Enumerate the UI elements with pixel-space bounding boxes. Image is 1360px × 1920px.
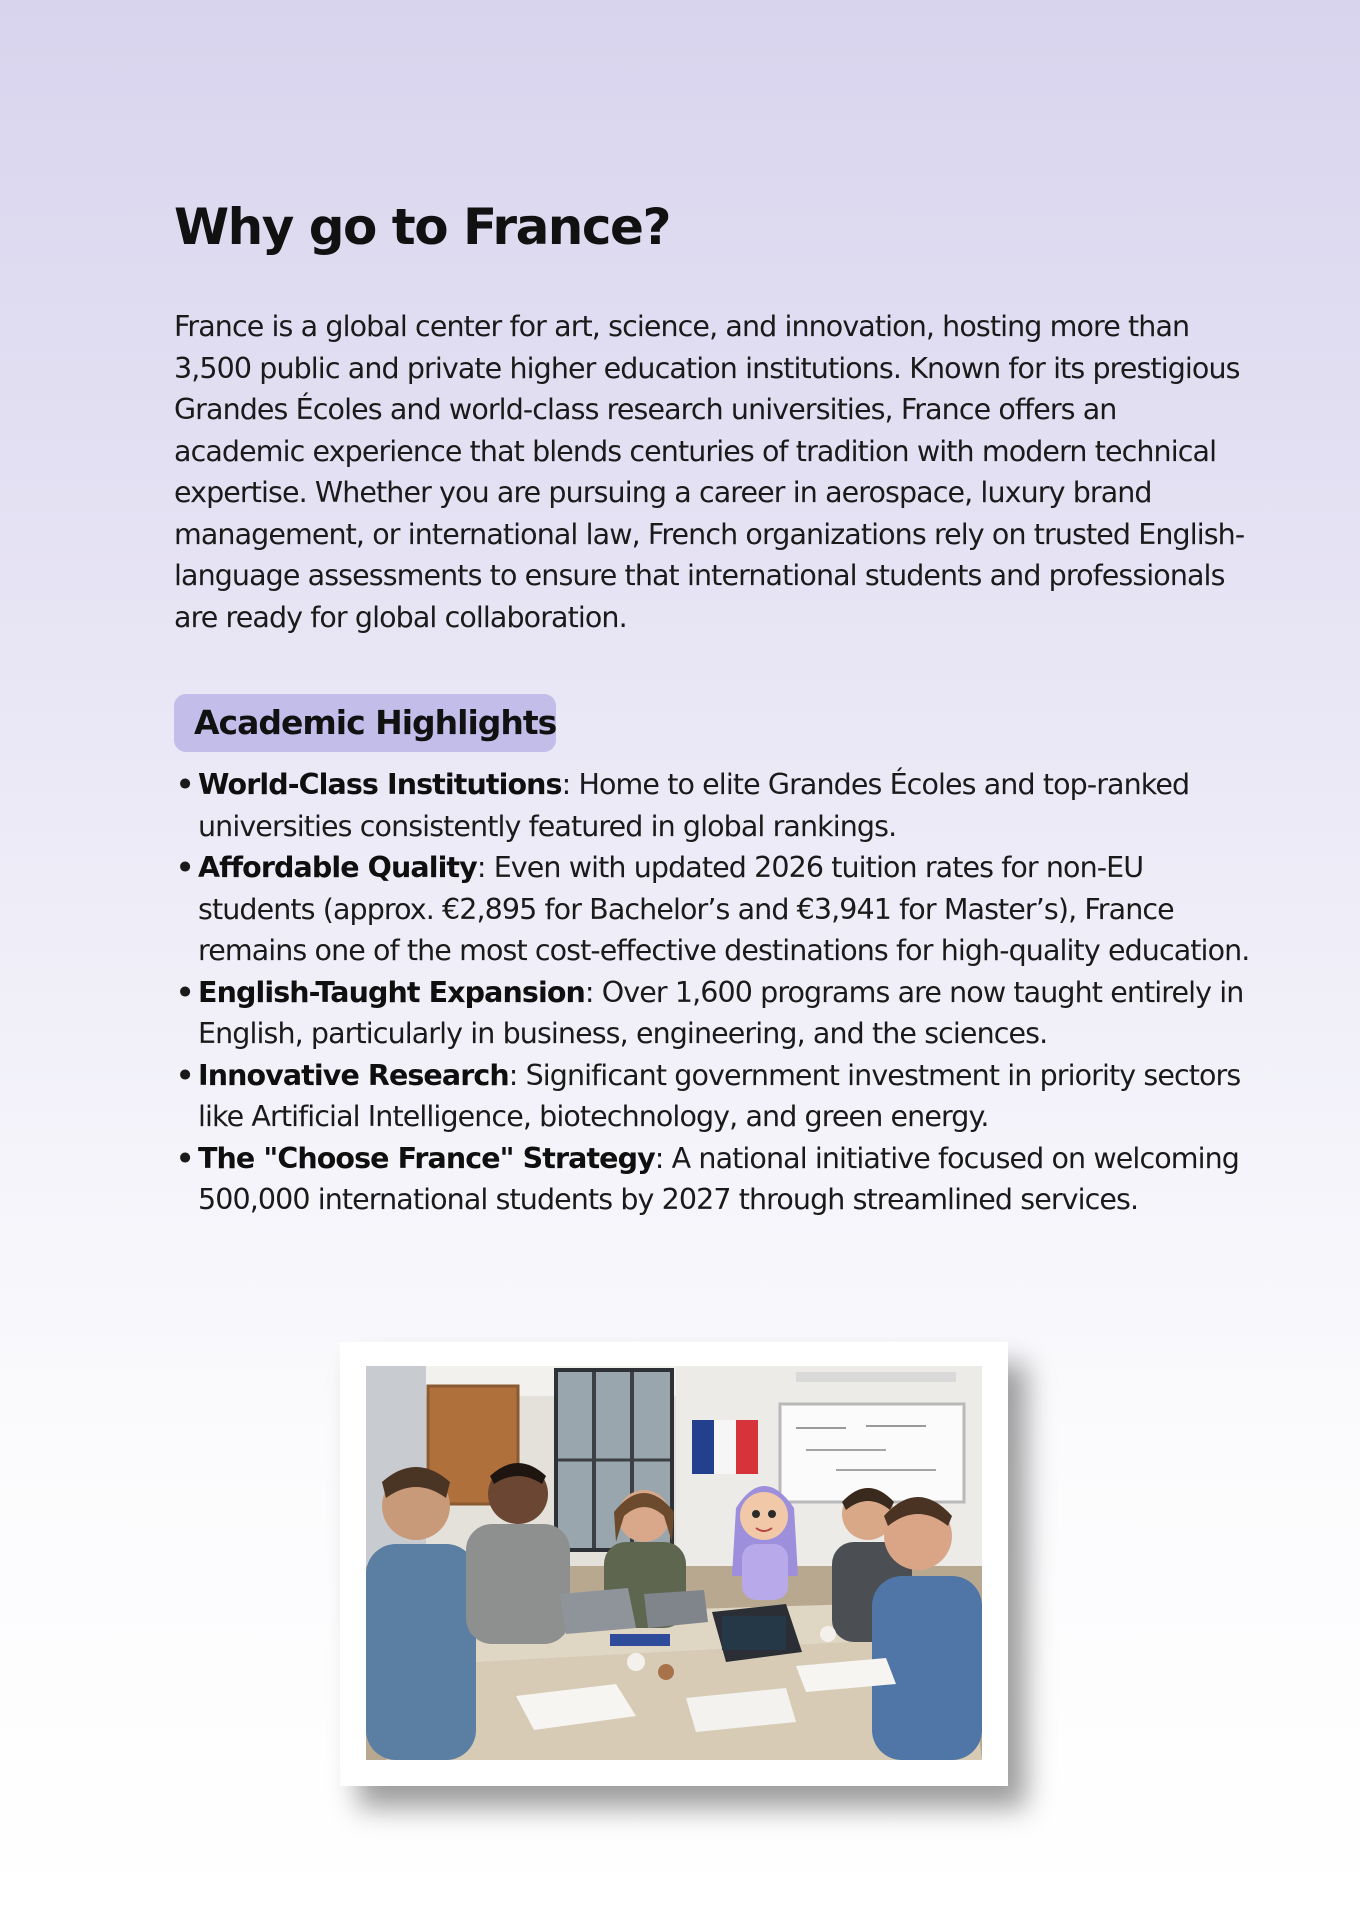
highlight-item — [174, 972, 1254, 1055]
highlight-text: : Even with updated 2026 tuition rates for non-EU students (approx. €2,895 for Bachelor’s and €3,941 for Master’s), France remains one of the most cost-effective destinations for high-quality education. — [198, 851, 1250, 967]
bullet-icon: • — [176, 851, 194, 884]
highlights-heading: Academic Highlights — [194, 703, 557, 742]
highlight-term: Innovative Research — [198, 1058, 509, 1092]
classroom-photo — [366, 1366, 982, 1760]
highlights-list — [174, 764, 1254, 1221]
highlight-item — [174, 1055, 1254, 1138]
classroom-illustration — [366, 1366, 982, 1760]
intro-paragraph: France is a global center for art, science, and innovation, hosting more than 3,500 public and private higher education institutions. Known for its prestigious Grandes Écoles and world-class research universities, France offers an academic experience that blends centuries of tradition with modern technical expertise. Whether you are pursuing a career in aerospace, luxury brand management, or international law, French organizations rely on trusted English-language assessments to ensure that international students and professionals are ready for global collaboration. — [174, 310, 1245, 634]
highlight-item — [174, 1138, 1254, 1221]
bullet-icon: • — [176, 1141, 194, 1175]
page-title: Why go to France? — [174, 198, 670, 256]
highlight-term: The "Choose France" Strategy — [198, 1141, 655, 1175]
highlight-term: Affordable Quality — [198, 851, 477, 884]
bullet-icon: • — [176, 1058, 194, 1092]
classroom-photo-frame — [340, 1342, 1008, 1786]
highlight-text: : Over 1,600 programs are now taught entirely in English, particularly in business, engineering, and the sciences. — [198, 975, 1244, 1050]
highlights-heading-pill — [174, 694, 556, 752]
highlight-item — [174, 764, 1254, 847]
bullet-icon: • — [176, 975, 194, 1009]
highlight-term: World-Class Institutions — [198, 768, 562, 801]
highlight-text: : A national initiative focused on welcoming 500,000 international students by 2027 through streamlined services. — [198, 1141, 1239, 1216]
highlight-item — [174, 847, 1254, 972]
highlight-text: : Significant government investment in priority sectors like Artificial Intelligence, biotechnology, and green energy. — [198, 1058, 1241, 1133]
highlight-text: : Home to elite Grandes Écoles and top-ranked universities consistently featured in global rankings. — [198, 768, 1190, 843]
bullet-icon: • — [176, 768, 194, 801]
highlight-term: English-Taught Expansion — [198, 975, 585, 1009]
